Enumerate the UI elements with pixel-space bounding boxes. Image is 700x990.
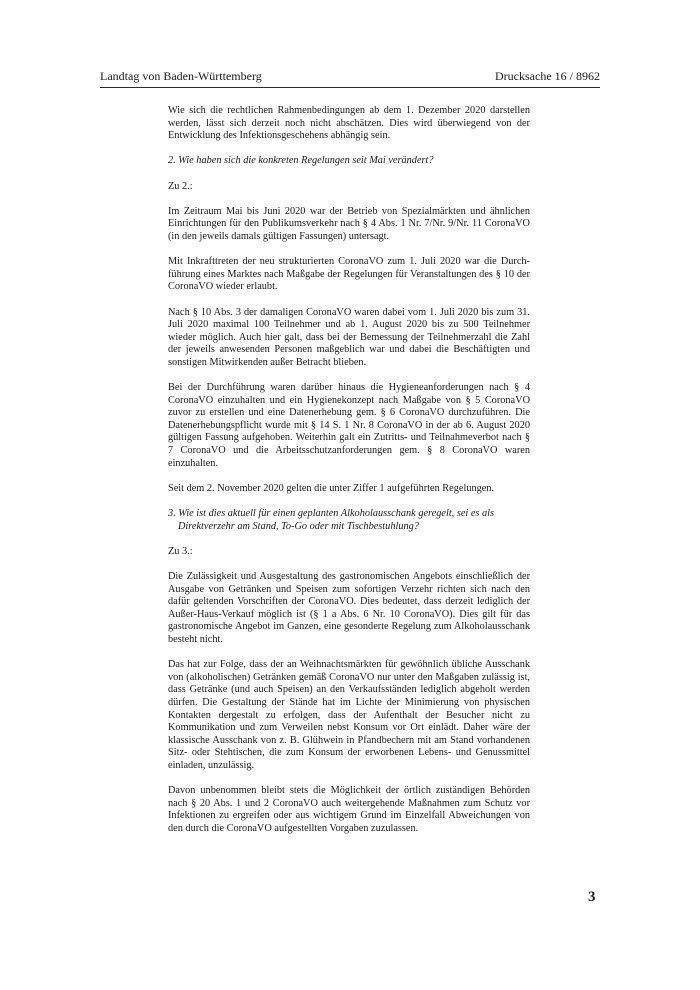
header-document-number: Drucksache 16 / 8962 <box>495 69 600 83</box>
paragraph-july: Mit Inkrafttreten der neu strukturierten CoronaVO zum 1. Juli 2020 war die Durchführung eines Marktes nach Maßgabe der Regelungen für Veranstaltungen des § 10 der CoronaVO wieder erlaubt. <box>168 256 530 293</box>
question-2: 2. Wie haben sich die konkreten Regelungen seit Mai verändert? <box>168 155 434 167</box>
paragraph-may-june: Im Zeitraum Mai bis Juni 2020 war der Betrieb von Spezialmärkten und ähnlichen Einrichtungen für den Publikumsverkehr nach § 4 Abs. 1 Nr. 7/Nr. 9/Nr. 11 CoronaVO (in den jeweils damals gültigen Fassungen) untersagt. <box>168 205 530 242</box>
paragraph-consequence: Das hat zur Folge, dass der an Weihnachtsmärkten für gewöhnlich übliche Ausschank von (alkoholischen) Getränken gemäß CoronaVO nur unter den Maßgaben zulässig ist, dass Getränke (und auch Speisen) an den Verkaufsständen lediglich abgeholt werden dürfen. Die Gestaltung der Stände hat im Lichte der Minimierung von physischen Kontakten dergestalt zu erfolgen, dass der Aufenthalt der Besucher nicht zu Kommunikation und zum Verweilen nebst Konsum vor Ort einlädt. Daher wäre der klassische Ausschank von z. B. Glühwein in Pfandbechern mit am Stand vorhandenen Sitz- oder Stehtischen, die zum Konsum der erworbenen Lebens- und Genussmittel einladen, unzulässig. <box>168 659 530 771</box>
paragraph-hygiene: Bei der Durchführung waren darüber hinaus die Hygieneanforderungen nach § 4 CoronaVO einzuhalten und ein Hygienekonzept nach Maßgabe von § 5 CoronaVO zuvor zu erstellen und eine Datenerhebung gem. § 6 CoronaVO durchzuführen. Die Datenerhebungspflicht wurde mit § 14 S. 1 Nr. 8 CoronaVO in der ab 6. August 2020 gültigen Fassung aufgehoben. Weiterhin galt ein Zutritts- und Teilnahmeverbot nach § 7 CoronaVO und die Arbeitsschutzanforderungen gem. § 8 CoronaVO waren einzuhalten. <box>168 382 530 469</box>
answer-2-heading: Zu 2.: <box>168 180 193 192</box>
paragraph-gastronomy: Die Zulässigkeit und Ausgestaltung des gastronomischen Angebots einschließlich der Ausgabe von Getränken und Speisen zum sofortigen Verzehr richten sich nach den dafür geltenden Vorschriften der CoronaVO. Dies bedeutet, dass derzeit lediglich der Außer-Haus-Verkauf möglich ist (§ 1 a Abs. 6 Nr. 10 CoronaVO). Dies gilt für das gastronomische Angebot im Ganzen, eine gesonderte Regelung zum Alkoholausschank besteht nicht. <box>168 570 530 645</box>
document-body <box>168 105 530 848</box>
answer-3-heading: Zu 3.: <box>168 545 193 557</box>
paragraph-authorities: Davon unbenommen bleibt stets die Möglichkeit der örtlich zuständigen Behörden nach § 20 Abs. 1 und 2 CoronaVO auch weitergehende Maßnahmen zum Schutz vor Infektionen zu ergreifen oder aus wichtigem Grund im Einzelfall Abweichungen von den durch die CoronaVO aufgestellten Vorgaben zuzulassen. <box>168 785 530 834</box>
header-rule <box>100 87 600 88</box>
paragraph-november: Seit dem 2. November 2020 gelten die unter Ziffer 1 aufgeführten Regelungen. <box>168 482 495 494</box>
page-number: 3 <box>588 889 596 905</box>
header-parliament: Landtag von Baden-Württemberg <box>100 69 262 83</box>
question-3: 3. Wie ist dies aktuell für einen geplanten Alkoholausschank geregelt, sei es als Direktverzehr am Stand, To-Go oder mit Tischbestuhlung? <box>168 508 495 532</box>
paragraph-outlook: Wie sich die rechtlichen Rahmenbedingungen ab dem 1. Dezember 2020 darstellen werden, lässt sich derzeit noch nicht abschätzen. Dies wird überwiegend von der Entwicklung des Infektionsgeschehens abhängig sein. <box>168 105 530 142</box>
paragraph-participants: Nach § 10 Abs. 3 der damaligen CoronaVO waren dabei vom 1. Juli 2020 bis zum 31. Juli 2020 maximal 100 Teilnehmer und ab 1. August 2020 bis zu 500 Teilnehmer wieder möglich. Auch hier galt, dass bei der Bemessung der Teilnehmerzahl die Zahl der jeweils anwesenden Personen maßgeblich war und dabei die Beschäftigten und sonstigen Mitwirkenden außer Betracht blieben. <box>168 306 530 368</box>
